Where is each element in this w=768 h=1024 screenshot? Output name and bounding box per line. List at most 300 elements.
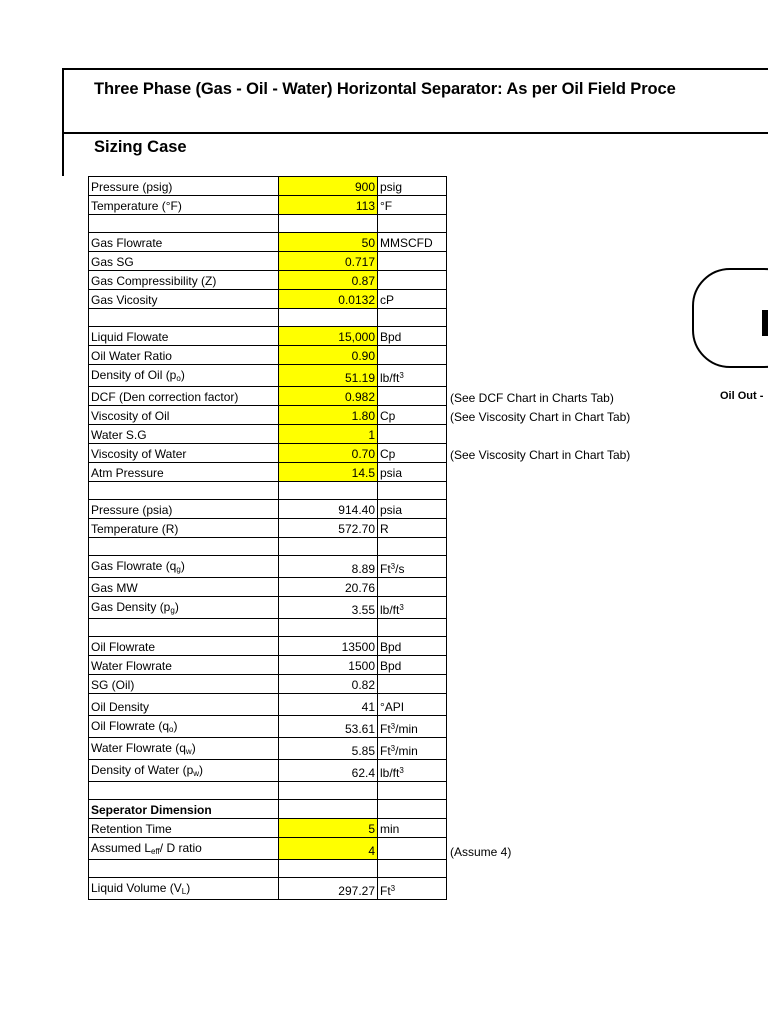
row-label-cell[interactable] (89, 556, 279, 578)
row-label-cell[interactable] (89, 482, 279, 500)
row-label-cell[interactable] (89, 309, 279, 327)
row-label-cell[interactable] (89, 738, 279, 760)
row-unit: R (380, 522, 389, 536)
page-title: Three Phase (Gas - Oil - Water) Horizontal Separator: As per Oil Field Proce (94, 80, 676, 98)
table-row (89, 819, 697, 838)
unit-cell[interactable] (378, 309, 447, 327)
input-value-cell[interactable] (279, 196, 378, 215)
unit-cell[interactable] (378, 656, 447, 675)
row-label-cell[interactable] (89, 387, 279, 406)
row-label-cell[interactable] (89, 500, 279, 519)
row-label: Liquid Flowate (91, 330, 169, 344)
row-label: Pressure (psig) (91, 180, 173, 194)
note-cell (447, 538, 697, 556)
note-cell (447, 327, 697, 346)
table-row (89, 425, 697, 444)
calc-value-cell[interactable] (279, 760, 378, 782)
row-unit: lb/ft (380, 603, 400, 617)
row-label: SG (Oil) (91, 678, 135, 692)
note-cell (447, 196, 697, 215)
note-cell (447, 819, 697, 838)
table-row (89, 500, 697, 519)
calc-value-cell[interactable] (279, 519, 378, 538)
row-value: 14.5 (351, 466, 375, 480)
table-row (89, 463, 697, 482)
unit-cell[interactable] (378, 196, 447, 215)
note-cell (447, 346, 697, 365)
row-value: 5.85 (351, 744, 375, 758)
row-value: 113 (355, 199, 375, 213)
row-label-cell[interactable] (89, 597, 279, 619)
unit-cell[interactable] (378, 233, 447, 252)
row-label: DCF (Den correction factor) (91, 390, 239, 404)
unit-cell[interactable] (378, 578, 447, 597)
row-unit: cP (380, 293, 395, 307)
row-label-cell[interactable] (89, 365, 279, 387)
row-label: Water Flowrate (q (91, 741, 186, 755)
row-value: 900 (354, 180, 375, 194)
table-row (89, 444, 697, 463)
row-value: 8.89 (351, 562, 375, 576)
note-cell (447, 463, 697, 482)
row-unit-superscript: 3 (390, 562, 396, 571)
note-cell (447, 597, 697, 619)
blank-row (89, 538, 697, 556)
row-unit: psia (380, 466, 403, 480)
row-unit-superscript: 3 (399, 766, 404, 775)
row-label-subscript: w (185, 747, 192, 756)
row-label-subscript: w (193, 769, 200, 778)
table-row (89, 327, 697, 346)
note-cell (447, 760, 697, 782)
row-label-cell[interactable] (89, 444, 279, 463)
row-label-cell[interactable] (89, 233, 279, 252)
row-label-cell[interactable] (89, 782, 279, 800)
blank-row (89, 619, 697, 637)
note-cell (447, 233, 697, 252)
row-label-cell[interactable] (89, 578, 279, 597)
note-cell (447, 271, 697, 290)
row-label-cell[interactable] (89, 252, 279, 271)
input-value-cell[interactable] (279, 327, 378, 346)
row-label: Gas SG (91, 255, 134, 269)
note-cell (447, 716, 697, 738)
unit-cell[interactable] (378, 346, 447, 365)
table-row (89, 196, 697, 215)
note-cell (447, 252, 697, 271)
calc-value-cell[interactable] (279, 578, 378, 597)
unit-cell[interactable] (378, 519, 447, 538)
calc-value-cell[interactable] (279, 482, 378, 500)
row-unit: Ft (380, 884, 391, 898)
table-row (89, 387, 697, 406)
row-unit-tail: /s (395, 562, 405, 576)
table-row (89, 406, 697, 425)
unit-cell[interactable] (378, 800, 447, 819)
row-label-cell[interactable] (89, 290, 279, 309)
table-row (89, 365, 697, 387)
table-row (89, 800, 697, 819)
table-row (89, 656, 697, 675)
row-value: 51.19 (344, 371, 375, 385)
unit-cell[interactable] (378, 252, 447, 271)
unit-cell[interactable] (378, 538, 447, 556)
calc-value-cell[interactable] (279, 800, 378, 819)
row-label: Gas Flowrate (91, 236, 163, 250)
unit-cell[interactable] (378, 738, 447, 760)
row-label-cell[interactable] (89, 425, 279, 444)
row-value: 0.717 (344, 255, 375, 269)
unit-cell[interactable] (378, 675, 447, 694)
row-label: Oil Density (91, 700, 150, 714)
row-unit: Bpd (380, 640, 402, 654)
row-label: Pressure (psia) (91, 503, 173, 517)
note-cell (447, 578, 697, 597)
calc-value-cell[interactable] (279, 694, 378, 716)
blank-row (89, 215, 697, 233)
section-subtitle: Sizing Case (94, 138, 187, 156)
row-note: (See DCF Chart in Charts Tab) (450, 390, 614, 405)
row-value: 0.82 (351, 678, 375, 692)
calc-value-cell[interactable] (279, 675, 378, 694)
input-value-cell[interactable] (279, 177, 378, 196)
input-value-cell[interactable] (279, 252, 378, 271)
calc-value-cell[interactable] (279, 556, 378, 578)
row-unit-tail: /min (395, 744, 418, 758)
input-value-cell[interactable] (279, 271, 378, 290)
note-cell (447, 656, 697, 675)
unit-cell[interactable] (378, 177, 447, 196)
table-row (89, 233, 697, 252)
row-unit: °API (380, 700, 405, 714)
table-row (89, 597, 697, 619)
row-label: Atm Pressure (91, 466, 164, 480)
input-value-cell[interactable] (279, 444, 378, 463)
row-label: Liquid Volume (V (91, 881, 182, 895)
row-unit: psia (380, 503, 403, 517)
unit-cell[interactable] (378, 482, 447, 500)
row-value: 0.0132 (338, 293, 375, 307)
table-row (89, 177, 697, 196)
unit-cell[interactable] (378, 500, 447, 519)
row-unit: Ft (380, 744, 391, 758)
input-value-cell[interactable] (279, 425, 378, 444)
row-unit-superscript: 3 (399, 603, 404, 612)
row-label-cell[interactable] (89, 406, 279, 425)
note-cell (447, 800, 697, 819)
unit-cell[interactable] (378, 782, 447, 800)
row-label-tail: ) (199, 763, 204, 777)
row-value: 53.61 (344, 722, 375, 736)
row-label: Viscosity of Water (91, 447, 187, 461)
row-value: 50 (361, 236, 375, 250)
note-cell (447, 290, 697, 309)
row-unit: psig (380, 180, 403, 194)
row-label-cell[interactable] (89, 860, 279, 878)
unit-cell[interactable] (378, 838, 447, 860)
note-cell (447, 215, 697, 233)
row-label-tail: ) (173, 719, 178, 733)
table-row (89, 290, 697, 309)
row-unit: Bpd (380, 659, 402, 673)
calc-value-cell[interactable] (279, 500, 378, 519)
unit-cell[interactable] (378, 637, 447, 656)
note-cell (447, 637, 697, 656)
row-label: Gas Density (p (91, 600, 171, 614)
note-cell (447, 838, 697, 860)
header-divider (64, 132, 768, 134)
unit-cell[interactable] (378, 327, 447, 346)
row-label-cell[interactable] (89, 215, 279, 233)
row-value: 572.70 (338, 522, 375, 536)
row-label-cell[interactable] (89, 800, 279, 819)
row-label-cell[interactable] (89, 838, 279, 860)
row-unit: lb/ft (380, 371, 400, 385)
row-value: 1 (368, 428, 375, 442)
row-unit-superscript: 3 (390, 884, 396, 893)
unit-cell[interactable] (378, 463, 447, 482)
note-cell (447, 556, 697, 578)
row-label-subscript: o (169, 725, 174, 734)
table-row (89, 838, 697, 860)
row-unit-tail: /min (395, 722, 418, 736)
row-value: 62.4 (351, 766, 375, 780)
row-label: Temperature (°F) (91, 199, 182, 213)
unit-cell[interactable] (378, 694, 447, 716)
row-label: Oil Flowrate (q (91, 719, 170, 733)
row-unit-superscript: 3 (390, 744, 396, 753)
row-label: Oil Water Ratio (91, 349, 172, 363)
unit-cell[interactable] (378, 387, 447, 406)
row-value: 3.55 (351, 603, 375, 617)
header-box (62, 68, 768, 176)
calc-value-cell[interactable] (279, 716, 378, 738)
row-value: 297.27 (338, 884, 375, 898)
row-value: 1500 (348, 659, 375, 673)
blank-row (89, 482, 697, 500)
table-row (89, 716, 697, 738)
input-value-cell[interactable] (279, 838, 378, 860)
row-label-cell[interactable] (89, 637, 279, 656)
row-label-subscript: o (176, 374, 181, 383)
row-label: Gas Compressibility (Z) (91, 274, 217, 288)
row-label: Density of Water (p (91, 763, 194, 777)
row-unit: Ft (380, 562, 391, 576)
unit-cell[interactable] (378, 406, 447, 425)
unit-cell[interactable] (378, 716, 447, 738)
note-cell (447, 782, 697, 800)
row-unit: Bpd (380, 330, 402, 344)
calc-value-cell[interactable] (279, 782, 378, 800)
row-label: Water Flowrate (91, 659, 172, 673)
calc-value-cell[interactable] (279, 637, 378, 656)
row-label-tail: / D ratio (159, 841, 202, 855)
unit-cell[interactable] (378, 290, 447, 309)
row-label: Viscosity of Oil (91, 409, 170, 423)
input-value-cell[interactable] (279, 290, 378, 309)
unit-cell[interactable] (378, 425, 447, 444)
row-unit: MMSCFD (380, 236, 433, 250)
note-cell (447, 694, 697, 716)
row-label: Density of Oil (p (91, 368, 177, 382)
separator-vessel-shape (692, 268, 768, 368)
note-cell (447, 619, 697, 637)
note-cell (447, 425, 697, 444)
row-label-cell[interactable] (89, 538, 279, 556)
row-label-cell[interactable] (89, 760, 279, 782)
input-value-cell[interactable] (279, 233, 378, 252)
table-row (89, 519, 697, 538)
table-row (89, 675, 697, 694)
row-label-cell[interactable] (89, 271, 279, 290)
row-label-cell[interactable] (89, 694, 279, 716)
note-cell (447, 177, 697, 196)
unit-cell[interactable] (378, 215, 447, 233)
row-label-cell[interactable] (89, 675, 279, 694)
row-label: Gas Vicosity (91, 293, 158, 307)
row-value: 1.80 (351, 409, 375, 423)
blank-row (89, 860, 697, 878)
row-label: Assumed L (91, 841, 152, 855)
row-label: Retention Time (91, 822, 172, 836)
row-note: (See Viscosity Chart in Chart Tab) (450, 409, 631, 424)
unit-cell[interactable] (378, 365, 447, 387)
row-label-cell[interactable] (89, 619, 279, 637)
unit-cell[interactable] (378, 619, 447, 637)
row-label: Gas Flowrate (q (91, 559, 177, 573)
separator-vessel-mark (762, 310, 768, 336)
unit-cell[interactable] (378, 556, 447, 578)
row-label-cell[interactable] (89, 716, 279, 738)
input-value-cell[interactable] (279, 346, 378, 365)
calc-value-cell[interactable] (279, 597, 378, 619)
row-label-tail: ) (191, 741, 196, 755)
calc-value-cell[interactable] (279, 619, 378, 637)
note-cell (447, 675, 697, 694)
unit-cell[interactable] (378, 597, 447, 619)
table-row (89, 271, 697, 290)
table-row (89, 637, 697, 656)
row-value: 20.76 (344, 581, 375, 595)
row-label-subscript: g (176, 565, 181, 574)
row-value: 0.90 (351, 349, 375, 363)
row-value: 0.87 (351, 274, 375, 288)
row-note: (See Viscosity Chart in Chart Tab) (450, 447, 631, 462)
row-unit-superscript: 3 (390, 722, 396, 731)
note-cell (447, 482, 697, 500)
note-cell (447, 387, 697, 406)
row-label-cell[interactable] (89, 463, 279, 482)
unit-cell[interactable] (378, 819, 447, 838)
unit-cell[interactable] (378, 444, 447, 463)
calc-value-cell[interactable] (279, 656, 378, 675)
row-unit: °F (380, 199, 393, 213)
row-value: 13500 (341, 640, 375, 654)
oil-out-label: Oil Out - (720, 390, 764, 402)
row-value: 41 (361, 700, 375, 714)
row-label-subscript: L (181, 887, 187, 896)
row-label-cell[interactable] (89, 656, 279, 675)
table-row (89, 738, 697, 760)
unit-cell[interactable] (378, 760, 447, 782)
row-label-cell[interactable] (89, 177, 279, 196)
row-unit: Ft (380, 722, 391, 736)
row-value: 4 (368, 844, 375, 858)
row-label-tail: ) (180, 368, 185, 382)
note-cell (447, 738, 697, 760)
row-label-cell[interactable] (89, 346, 279, 365)
unit-cell[interactable] (378, 860, 447, 878)
row-label-cell[interactable] (89, 196, 279, 215)
row-label: Seperator Dimension (91, 803, 212, 817)
row-value: 5 (368, 822, 375, 836)
row-label: Water S.G (91, 428, 147, 442)
row-label-cell[interactable] (89, 878, 279, 900)
unit-cell[interactable] (378, 271, 447, 290)
row-label-cell[interactable] (89, 519, 279, 538)
calc-value-cell[interactable] (279, 738, 378, 760)
row-value: 0.982 (344, 390, 375, 404)
note-cell (447, 500, 697, 519)
input-value-cell[interactable] (279, 819, 378, 838)
note-cell (447, 878, 697, 900)
row-unit: min (380, 822, 400, 836)
calc-value-cell[interactable] (279, 538, 378, 556)
sizing-table-body (89, 177, 697, 900)
table-row (89, 578, 697, 597)
note-cell (447, 444, 697, 463)
table-row (89, 346, 697, 365)
calc-value-cell[interactable] (279, 309, 378, 327)
sizing-table (88, 176, 697, 900)
row-label: Oil Flowrate (91, 640, 156, 654)
unit-cell[interactable] (378, 878, 447, 900)
row-label: Temperature (R) (91, 522, 179, 536)
row-label-cell[interactable] (89, 327, 279, 346)
row-unit: lb/ft (380, 766, 400, 780)
row-label-tail: ) (180, 559, 185, 573)
input-value-cell[interactable] (279, 365, 378, 387)
table-row (89, 760, 697, 782)
note-cell (447, 860, 697, 878)
row-label-tail: ) (186, 881, 191, 895)
row-unit: Cp (380, 447, 396, 461)
note-cell (447, 309, 697, 327)
row-unit-superscript: 3 (399, 371, 404, 380)
row-label-tail: ) (174, 600, 179, 614)
calc-value-cell[interactable] (279, 860, 378, 878)
table-row (89, 878, 697, 900)
table-row (89, 252, 697, 271)
input-value-cell[interactable] (279, 406, 378, 425)
note-cell (447, 519, 697, 538)
row-label-cell[interactable] (89, 819, 279, 838)
table-row (89, 556, 697, 578)
calc-value-cell[interactable] (279, 215, 378, 233)
row-unit: Cp (380, 409, 396, 423)
input-value-cell[interactable] (279, 463, 378, 482)
calc-value-cell[interactable] (279, 878, 378, 900)
row-value: 914.40 (338, 503, 375, 517)
note-cell (447, 406, 697, 425)
row-note: (Assume 4) (450, 844, 512, 859)
row-label: Gas MW (91, 581, 138, 595)
blank-row (89, 782, 697, 800)
blank-row (89, 309, 697, 327)
input-value-cell[interactable] (279, 387, 378, 406)
row-value: 0.70 (351, 447, 375, 461)
row-label-subscript: g (170, 606, 175, 615)
